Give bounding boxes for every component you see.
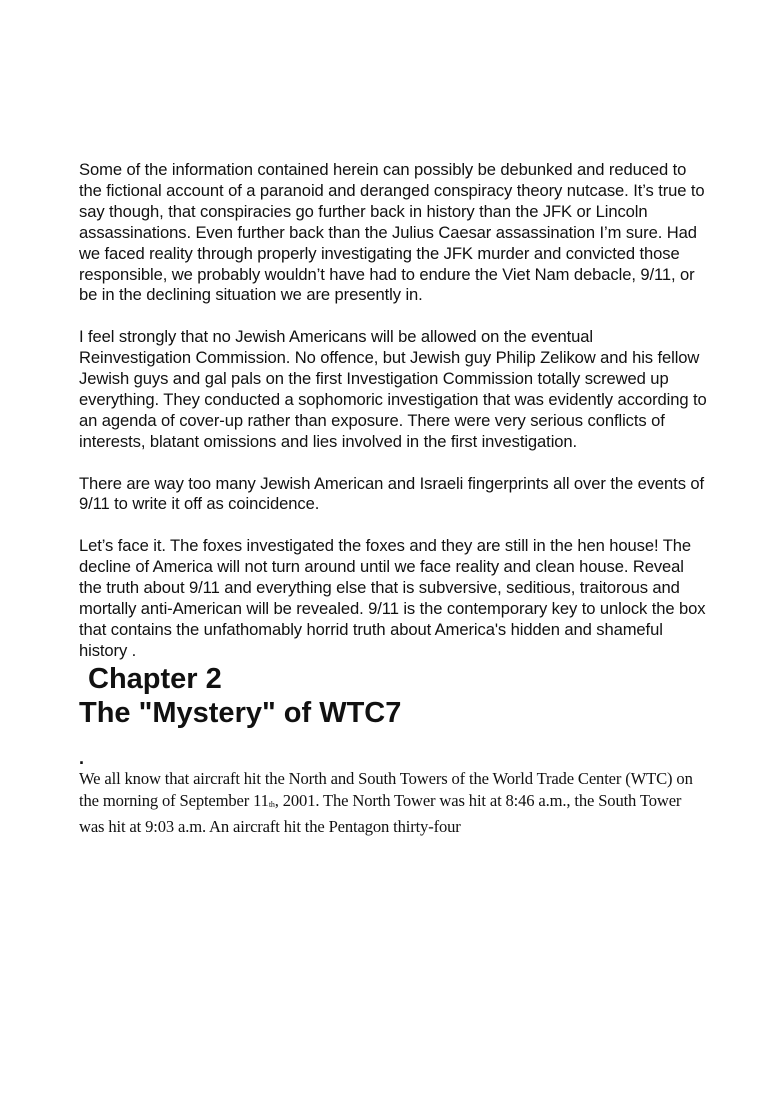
chapter-number: Chapter 2: [88, 662, 222, 695]
chapter-body-paragraph: [79, 768, 709, 838]
paragraph-4: Let’s face it. The foxes investigated the foxes and they are still in the hen house! The decline of America will not turn around until we face reality and clean house. Reveal the truth about 9/11 and everything else that is subversive, seditious, traitorous and mortally anti-American will be revealed. 9/11 is the contemporary key to unlock the box that contains the unfathomably horrid truth about America's hidden and shameful history .: [79, 536, 706, 660]
body-text-end: , 2001. The North Tower was hit at 8:46 a.m., the South Tower was hit at 9:03 a.m. An aircraft hit the Pentagon thirty-four: [79, 790, 682, 836]
paragraph-2: I feel strongly that no Jewish Americans will be allowed on the eventual Reinvestigation Commission. No offence, but Jewish guy Philip Zelikow and his fellow Jewish guys and gal pals on the first Investigation Commission totally screwed up everything. They conducted a sophomoric investigation that was evidently according to an agenda of cover-up rather than exposure. There were very serious conflicts of interests, blatant omissions and lies involved in the first investigation.: [79, 327, 707, 451]
paragraph-3: There are way too many Jewish American and Israeli fingerprints all over the events of 9/11 to write it off as coincidence.: [79, 473, 705, 514]
paragraph-1: Some of the information contained herein can possibly be debunked and reduced to the fictional account of a paranoid and deranged conspiracy theory nutcase. It’s true to say though, that conspiracies go further back in history than the JFK or Lincoln assassinations. Even further back than the Julius Caesar assassination I’m sure. Had we faced reality through properly investigating the JFK murder and convicted those responsible, we probably wouldn’t have had to endure the Viet Nam debacle, 9/11, or be in the declining situation we are presently in.: [79, 160, 705, 305]
section-separator: .: [79, 747, 85, 768]
chapter-title: The "Mystery" of WTC7: [79, 696, 402, 729]
body-text-start: We all know that aircraft hit the North and South Towers of the World Trade Center (WTC) on the morning of September 11: [79, 768, 693, 810]
ordinal-suffix: th: [268, 799, 275, 809]
document-page: [79, 160, 709, 838]
